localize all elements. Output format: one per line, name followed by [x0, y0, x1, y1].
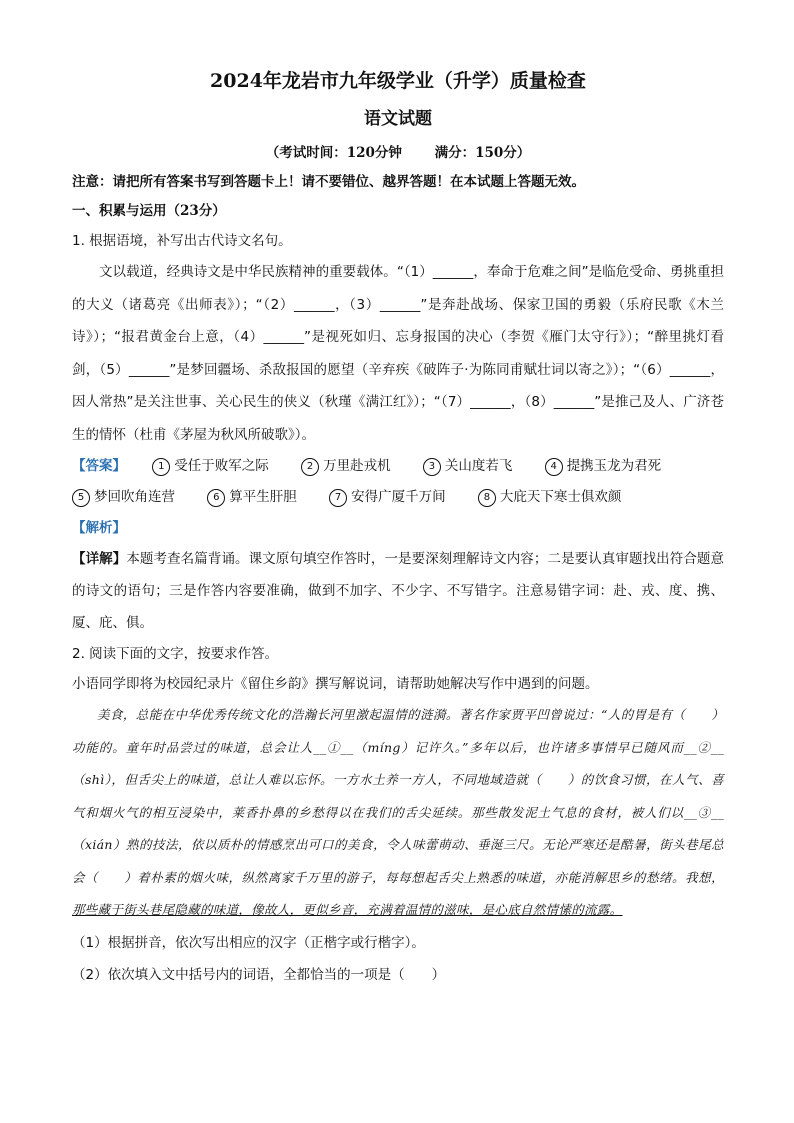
answer-item [152, 451, 269, 482]
answer-item [72, 482, 175, 513]
underlined-sentence: 那些藏于街头巷尾隐藏的味道，像故人，更似乡音，充满着温情的滋味，是心底自然情愫的流露。 [72, 902, 623, 917]
exam-notice: 注意：请把所有答案书写到答题卡上！请不要错位、越界答题！在本试题上答题无效。 [72, 174, 585, 190]
answer-item [545, 451, 662, 482]
circled-number: 2 [301, 458, 319, 476]
question-2-passage [72, 699, 724, 927]
analysis-tag: 【解析】 [72, 520, 126, 536]
detail-text: 本题考查名篇背诵。课文原句填空作答时，一是要深刻理解诗文内容；二是要认真审题找出符合题意的诗文的语句；三是作答内容要准确，做到不加字、不少字、不写错字。注意易错字词：赴、戎、度、携、厦、庇、俱。 [72, 551, 725, 631]
sub-question-2: （2）依次填入文中括号内的词语，全都恰当的一项是（ ） [72, 966, 446, 983]
answer-text: 受任于败军之际 [174, 458, 269, 474]
section-heading: 一、积累与运用（23分） [72, 203, 226, 219]
exam-info [72, 140, 724, 166]
exam-title: 2024年龙岩市九年级学业（升学）质量检查 [210, 70, 586, 92]
answer-row-1 [72, 451, 724, 482]
exam-page [72, 66, 724, 991]
detail-label: 【详解】 [72, 551, 127, 567]
sub-question-1: （1）根据拼音，依次写出相应的汉字（正楷字或行楷字）。 [72, 934, 425, 951]
question-1-passage: 文以载道，经典诗文是中华民族精神的重要载体。“（1）______，奉命于危难之间”是临危受命、勇挑重担的大义（诸葛亮《出师表》）；“（2）______，（3）______”是奔赴战场、保家卫国的勇毅（乐府民歌《木兰诗》）；“报君黄金台上意，（4）______”是视死如归、忘身报国的决心（李贺《雁门太守行》）；“醉里挑灯看剑，（5）______”是梦回疆场、杀敌报国的愿望（辛弃疾《破阵子·为陈同甫赋壮词以寄之》）；“（6）______，因人常热”是关注世事、关心民生的侠义（秋瑾《满江红》）；“（7）______，（8）______”是推己及人、广济苍生的情怀（杜甫《茅屋为秋风所破歌》）。 [72, 264, 724, 443]
circled-number: 4 [545, 458, 563, 476]
circled-number: 8 [478, 489, 496, 507]
answer-item [478, 482, 622, 513]
exam-subtitle: 语文试题 [364, 109, 432, 129]
answer-text: 算平生肝胆 [229, 489, 297, 505]
answer-text: 关山度若飞 [444, 458, 513, 474]
question-2-intro: 小语同学即将为校园纪录片《留住乡韵》撰写解说词，请帮助她解决写作中遇到的问题。 [72, 676, 599, 692]
answer-text: 万里赴戎机 [323, 458, 391, 474]
exam-score: 满分：150分） [434, 145, 531, 161]
circled-number: 6 [207, 489, 225, 507]
passage-text: 美食，总能在中华优秀传统文化的浩瀚长河里激起温情的涟漪。著名作家贾平凹曾说过：“人的胃是有（ ）功能的。童年时品尝过的味道，总会让人__①__（míng）记许久。”多年以后，也许诸多事情早已随风而__②__（shì），但舌尖上的味道，总让人难以忘怀。一方水土养一方人，不同地域造就（ ）的饮食习惯，在人气、喜气和烟火气的相互浸染中，莱香扑鼻的乡愁得以在我们的舌尖延续。那些散发泥土气息的食材，被人们以__③__（xián）熟的技法，依以质朴的情感烹出可口的美食，令人味蕾萌动、垂涎三尺。无论严寒还是酷暑，街头巷尾总会（ ）着朴素的烟火味，纵然离家千万里的游子，每每想起舌尖上熟悉的味道，亦能消解思乡的愁绪。我想， [72, 707, 724, 885]
answer-tag: 【答案】 [72, 458, 126, 474]
answer-item [207, 482, 297, 513]
answer-text: 梦回吹角连营 [94, 489, 175, 505]
answer-item [301, 451, 391, 482]
answer-text: 大庇天下寒士俱欢颜 [499, 489, 622, 505]
answer-item [423, 451, 513, 482]
answer-text: 安得广厦千万间 [351, 489, 446, 505]
detail-paragraph [72, 543, 724, 639]
question-1-prompt: 1. 根据语境，补写出古代诗文名句。 [72, 233, 292, 249]
question-2-prompt: 2. 阅读下面的文字，按要求作答。 [72, 646, 279, 662]
answer-item [329, 482, 446, 513]
answer-row-2 [72, 482, 724, 513]
answer-text: 提携玉龙为君死 [566, 458, 662, 474]
circled-number: 3 [423, 458, 441, 476]
circled-number: 7 [329, 489, 347, 507]
exam-time: （考试时间：120分钟 [265, 145, 402, 161]
circled-number: 1 [152, 458, 170, 476]
circled-number: 5 [72, 489, 90, 507]
